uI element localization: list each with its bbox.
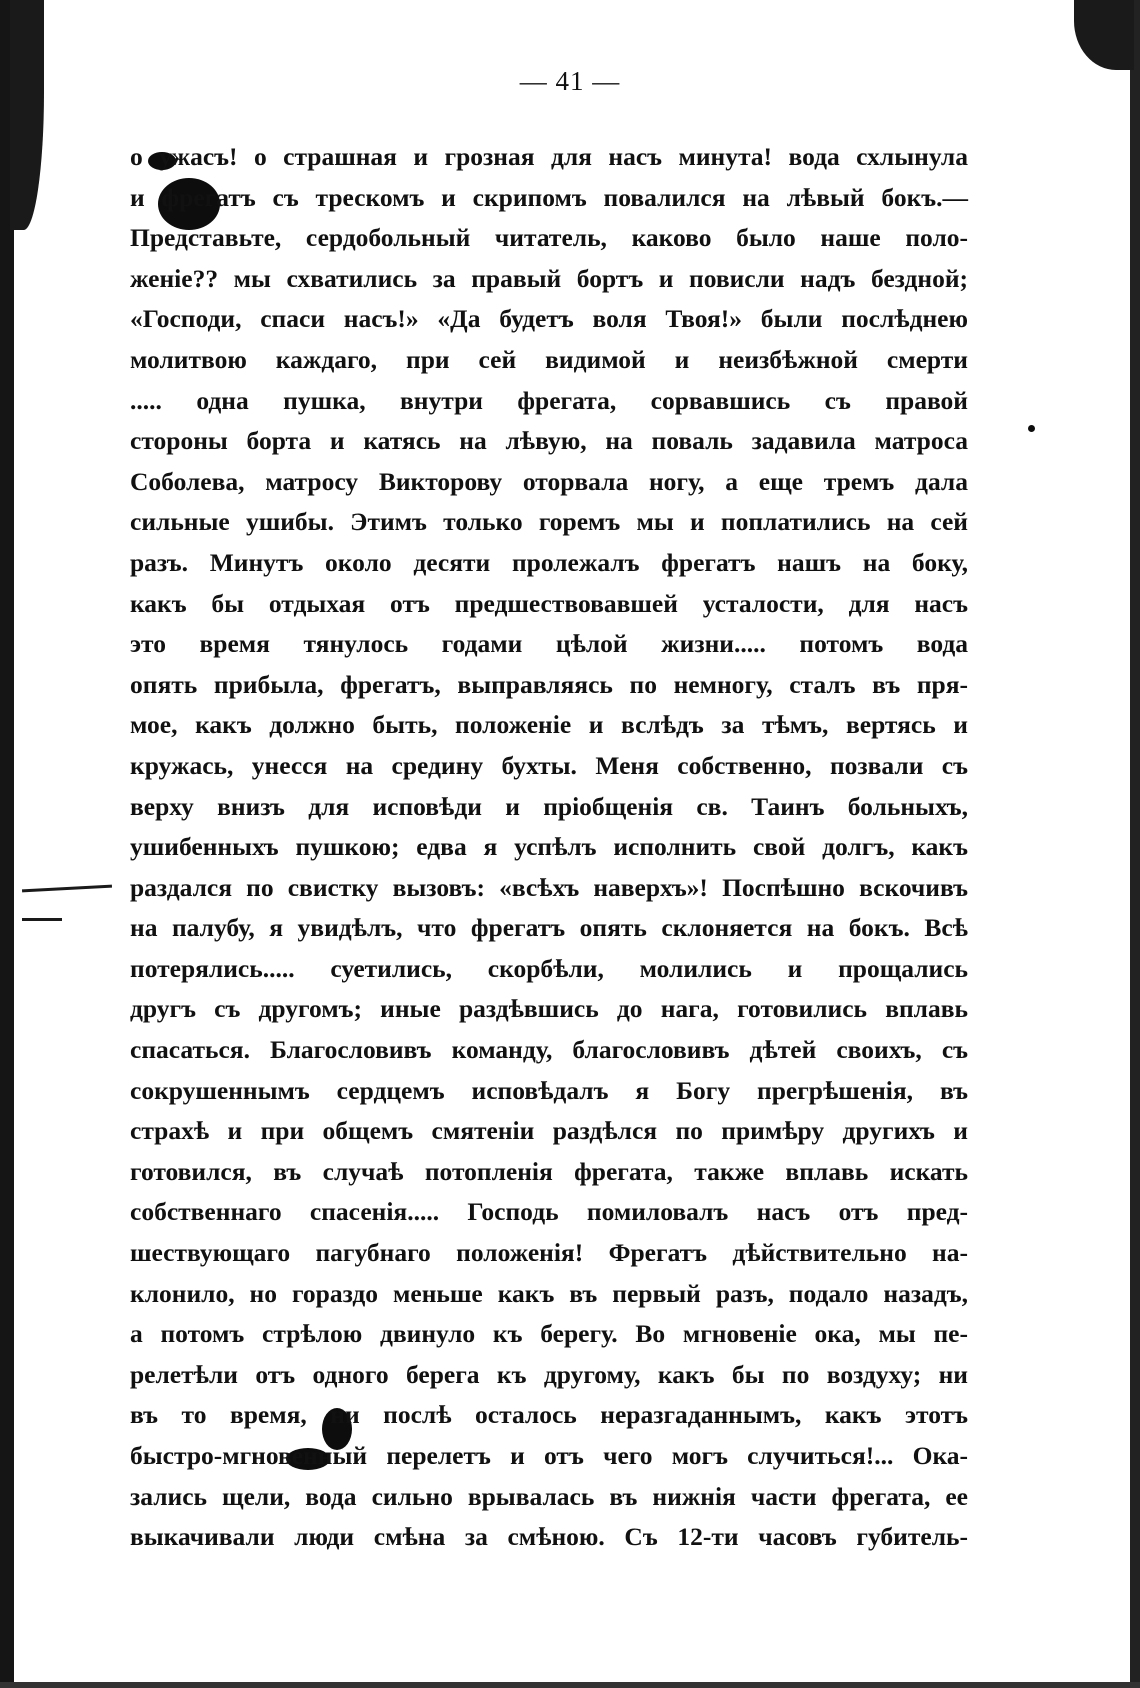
- margin-pencil-mark: [22, 918, 62, 921]
- text-line: это время тянулось годами цѣлой жизни..... потомъ вода: [130, 629, 968, 659]
- text-line: въ то время, ни послѣ осталось неразгаданнымъ, какъ этотъ: [130, 1400, 968, 1430]
- ink-blot: [1028, 425, 1035, 432]
- text-line: разъ. Минутъ около десяти пролежалъ фрегатъ нашъ на боку,: [130, 547, 968, 577]
- text-line: «Господи, спаси насъ!» «Да будетъ воля Твоя!» были послѣднею: [130, 304, 968, 334]
- text-line: собственнаго спасенія..... Господь помиловалъ насъ отъ пред-: [130, 1197, 968, 1227]
- text-line: быстро-мгновенный перелетъ и отъ чего могъ случиться!... Ока-: [130, 1441, 968, 1470]
- text-line: верху внизъ для исповѣди и пріобщенія св. Таинъ больныхъ,: [130, 791, 968, 821]
- scan-left-edge: [0, 0, 14, 1688]
- scan-left-edge-blot: [10, 0, 44, 230]
- text-line: клонило, но гораздо меньше какъ въ первый разъ, подало назадъ,: [130, 1278, 968, 1308]
- text-line: готовился, въ случаѣ потопленія фрегата, также вплавь искать: [130, 1156, 968, 1186]
- text-line: сокрушеннымъ сердцемъ исповѣдалъ я Богу прегрѣшенія, въ: [130, 1075, 968, 1105]
- scan-right-edge: [1130, 0, 1140, 1688]
- text-line: молитвою каждаго, при сей видимой и неизбѣжной смерти: [130, 344, 968, 374]
- text-line: на палубу, я увидѣлъ, что фрегатъ опять склоняется на бокъ. Всѣ: [130, 913, 968, 943]
- page-number: — 41 —: [519, 66, 621, 96]
- text-line: кружась, унесся на средину бухты. Меня собственно, позвали съ: [130, 750, 968, 780]
- text-line: и фрегатъ съ трескомъ и скрипомъ повалился на лѣвый бокъ.—: [130, 182, 968, 212]
- text-line: о ужасъ! о страшная и грозная для насъ минута! вода схлынула: [130, 142, 968, 171]
- scan-bottom-edge: [0, 1682, 1140, 1688]
- text-line: а потомъ стрѣлою двинуло къ берегу. Во мгновеніе ока, мы пе-: [130, 1319, 968, 1349]
- text-line: релетѣли отъ одного берега къ другому, какъ бы по воздуху; ни: [130, 1359, 968, 1389]
- text-line: зались щели, вода сильно врывалась въ нижнія части фрегата, ее: [130, 1481, 968, 1511]
- text-line: страхѣ и при общемъ смятеніи раздѣлся по примѣру другихъ и: [130, 1116, 968, 1146]
- text-line: выкачивали люди смѣна за смѣною. Съ 12-ти часовъ губитель-: [130, 1522, 968, 1552]
- text-line: спасаться. Благословивъ команду, благословивъ дѣтей своихъ, съ: [130, 1035, 968, 1065]
- scan-corner-blot: [1074, 0, 1134, 70]
- text-line: стороны борта и катясь на лѣвую, на поваль задавила матроса: [130, 426, 968, 456]
- text-line: Соболева, матросу Викторову оторвала ногу, а еще тремъ дала: [130, 466, 968, 496]
- text-line: потерялись..... суетились, скорбѣли, молились и прощались: [130, 953, 968, 983]
- body-text: [130, 137, 968, 1558]
- text-line: раздался по свистку вызовъ: «всѣхъ наверхъ»! Поспѣшно вскочивъ: [130, 872, 968, 902]
- text-line: ушибенныхъ пушкою; едва я успѣлъ исполнить свой долгъ, какъ: [130, 832, 968, 862]
- text-line: ..... одна пушка, внутри фрегата, сорвавшись съ правой: [130, 385, 968, 415]
- text-line: Представьте, сердобольный читатель, каково было наше поло-: [130, 223, 968, 253]
- text-line: другъ съ другомъ; иные раздѣвшись до нага, готовились вплавь: [130, 994, 968, 1024]
- text-line: женіе?? мы схватились за правый бортъ и повисли надъ бездной;: [130, 263, 968, 293]
- margin-pencil-mark: [22, 885, 112, 893]
- text-line: мое, какъ должно быть, положеніе и вслѣдъ за тѣмъ, вертясь и: [130, 710, 968, 740]
- text-line: опять прибыла, фрегатъ, выправляясь по немногу, сталъ въ пря-: [130, 669, 968, 699]
- text-line: сильные ушибы. Этимъ только горемъ мы и поплатились на сей: [130, 507, 968, 537]
- text-line: какъ бы отдыхая отъ предшествовавшей усталости, для насъ: [130, 588, 968, 618]
- text-line: шествующаго пагубнаго положенія! Фрегатъ дѣйствительно на-: [130, 1238, 968, 1268]
